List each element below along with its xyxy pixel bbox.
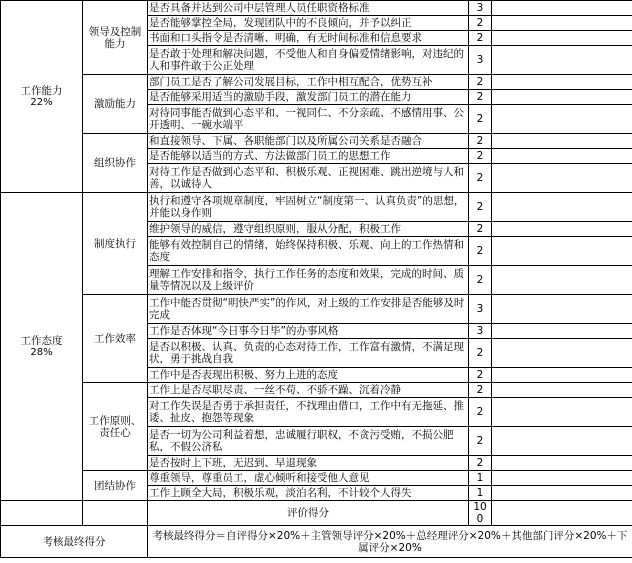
criterion-text: 工作中能否贯彻“明快严实”的作风，对上级的工作安排是否能够及时完成 xyxy=(148,295,469,324)
empty-cell xyxy=(1,501,83,526)
category-cell xyxy=(1,193,83,501)
rating-cell xyxy=(492,134,632,149)
rating-cell xyxy=(492,46,632,75)
criterion-text: 工作中是否表现出积极、努力上进的态度 xyxy=(148,368,469,383)
criterion-text: 是否按时上下班，无迟到、早退现象 xyxy=(148,456,469,471)
group-name: 组织协作 xyxy=(83,134,148,193)
criterion-text: 部门员工是否了解公司发展目标，工作中相互配合，优势互补 xyxy=(148,75,469,90)
category-weight: 22% xyxy=(30,96,53,108)
criterion-text: 工作是否体现“今日事今日毕”的办事风格 xyxy=(148,324,469,339)
group-name: 工作效率 xyxy=(83,295,148,383)
criterion-score: 2 xyxy=(469,134,492,149)
criterion-text: 是否能够掌控全局，发现团队中的不良倾向，并予以纠正 xyxy=(148,16,469,31)
final-row xyxy=(1,526,632,558)
rating-cell xyxy=(492,105,632,134)
rating-cell xyxy=(492,471,632,486)
criterion-text: 对待同事能否做到心态平和、一视同仁、不分亲疏、不感情用事、公开透明、一碗水端平 xyxy=(148,105,469,134)
rating-cell xyxy=(492,1,632,16)
criterion-text: 书面和口头指令是否清晰、明确，有无时间标准和信息要求 xyxy=(148,31,469,46)
criterion-score: 2 xyxy=(469,339,492,368)
criterion-score: 2 xyxy=(469,383,492,398)
criterion-score: 2 xyxy=(469,164,492,193)
criterion-score: 2 xyxy=(469,193,492,222)
rating-cell xyxy=(492,486,632,501)
group-name: 制度执行 xyxy=(83,193,148,295)
criterion-score: 1 xyxy=(469,471,492,486)
criterion-text: 工作上顾全大局，积极乐观，淡泊名利，不计较个人得失 xyxy=(148,486,469,501)
rating-cell xyxy=(492,75,632,90)
rating-cell xyxy=(492,501,632,526)
criterion-text: 是否能够以适当的方式、方法做部门员工的思想工作 xyxy=(148,149,469,164)
table-row xyxy=(1,1,632,16)
criterion-score: 3 xyxy=(469,324,492,339)
criterion-score: 2 xyxy=(469,16,492,31)
category-cell xyxy=(1,1,83,193)
final-label: 考核最终得分 xyxy=(1,526,148,558)
final-formula: 考核最终得分＝自评得分×20%＋主管领导评分×20%＋总经理评分×20%＋其他部门评分×20%＋下属评分×20% xyxy=(148,526,632,558)
table-row xyxy=(1,134,632,149)
criterion-text: 是否能够采用适当的激励手段，激发部门员工的潜在能力 xyxy=(148,90,469,105)
table-row xyxy=(1,471,632,486)
criterion-score: 2 xyxy=(469,456,492,471)
category-name: 工作态度 xyxy=(20,334,63,347)
rating-cell xyxy=(492,164,632,193)
rating-cell xyxy=(492,16,632,31)
rating-cell xyxy=(492,427,632,456)
criterion-text: 是否以积极、认真、负责的心态对待工作，工作富有激情，不满足现状，勇于挑战自我 xyxy=(148,339,469,368)
criterion-score: 1 xyxy=(469,486,492,501)
table-row xyxy=(1,295,632,324)
rating-cell xyxy=(492,383,632,398)
group-name: 团结协作 xyxy=(83,471,148,501)
rating-cell xyxy=(492,339,632,368)
criterion-text: 能够有效控制自己的情绪，始终保持积极、乐观、向上的工作热情和态度 xyxy=(148,237,469,266)
rating-cell xyxy=(492,31,632,46)
criterion-score: 3 xyxy=(469,1,492,16)
criterion-score: 2 xyxy=(469,266,492,295)
group-name: 领导及控制能力 xyxy=(83,1,148,75)
criterion-score: 3 xyxy=(469,46,492,75)
criterion-score: 2 xyxy=(469,368,492,383)
total-label: 评价得分 xyxy=(148,501,469,526)
rating-cell xyxy=(492,295,632,324)
criterion-score: 2 xyxy=(469,90,492,105)
criterion-score: 2 xyxy=(469,398,492,427)
criterion-text: 对工作失误是否勇于承担责任，不找理由借口，工作中有无拖延、推诿、扯皮、抱怨等现象 xyxy=(148,398,469,427)
rating-cell xyxy=(492,456,632,471)
group-name: 激励能力 xyxy=(83,75,148,134)
rating-cell xyxy=(492,398,632,427)
criterion-score: 2 xyxy=(469,75,492,90)
criterion-score: 3 xyxy=(469,295,492,324)
rating-cell xyxy=(492,222,632,237)
total-row xyxy=(1,501,632,526)
rating-cell xyxy=(492,90,632,105)
criterion-score: 2 xyxy=(469,222,492,237)
criterion-text: 是否敢于处理和解决问题，不受他人和自身偏爱情绪影响，对违纪的人和事件敢于公正处理 xyxy=(148,46,469,75)
criterion-text: 是否具备并达到公司中层管理人员任职资格标准 xyxy=(148,1,469,16)
criterion-text: 和直接领导、下属、各职能部门以及所属公司关系是否融合 xyxy=(148,134,469,149)
table-row xyxy=(1,383,632,398)
rating-cell xyxy=(492,266,632,295)
criterion-text: 尊重领导，尊重员工，虚心倾听和接受他人意见 xyxy=(148,471,469,486)
empty-cell xyxy=(83,501,148,526)
criterion-score: 2 xyxy=(469,237,492,266)
rating-cell xyxy=(492,368,632,383)
total-score: 100 xyxy=(469,501,492,526)
criterion-score: 2 xyxy=(469,427,492,456)
group-name: 工作原则、责任心 xyxy=(83,383,148,471)
criterion-text: 是否一切为公司利益着想，忠诚履行职权，不贪污受贿，不损公肥私，不假公济私 xyxy=(148,427,469,456)
criterion-text: 维护领导的威信，遵守组织原则，服从分配，积极工作 xyxy=(148,222,469,237)
table-row xyxy=(1,193,632,222)
rating-cell xyxy=(492,324,632,339)
category-weight: 28% xyxy=(30,346,53,358)
criterion-text: 执行和遵守各项规章制度，牢固树立“制度第一、认真负责”的思想，并能以身作则 xyxy=(148,193,469,222)
criterion-score: 2 xyxy=(469,31,492,46)
table-row xyxy=(1,75,632,90)
rating-cell xyxy=(492,193,632,222)
category-name: 工作能力 xyxy=(20,84,63,97)
rating-cell xyxy=(492,237,632,266)
criterion-text: 理解工作安排和指令，执行工作任务的态度和效果，完成的时间、质量等情况以及上级评价 xyxy=(148,266,469,295)
criterion-text: 对待工作是否做到心态平和、积极乐观、正视困难、跳出逆境与人和善，以诚待人 xyxy=(148,164,469,193)
criterion-text: 工作上是否尽职尽责、一丝不苟、不骄不躁、沉着冷静 xyxy=(148,383,469,398)
criterion-score: 2 xyxy=(469,105,492,134)
criterion-score: 2 xyxy=(469,149,492,164)
rating-cell xyxy=(492,149,632,164)
